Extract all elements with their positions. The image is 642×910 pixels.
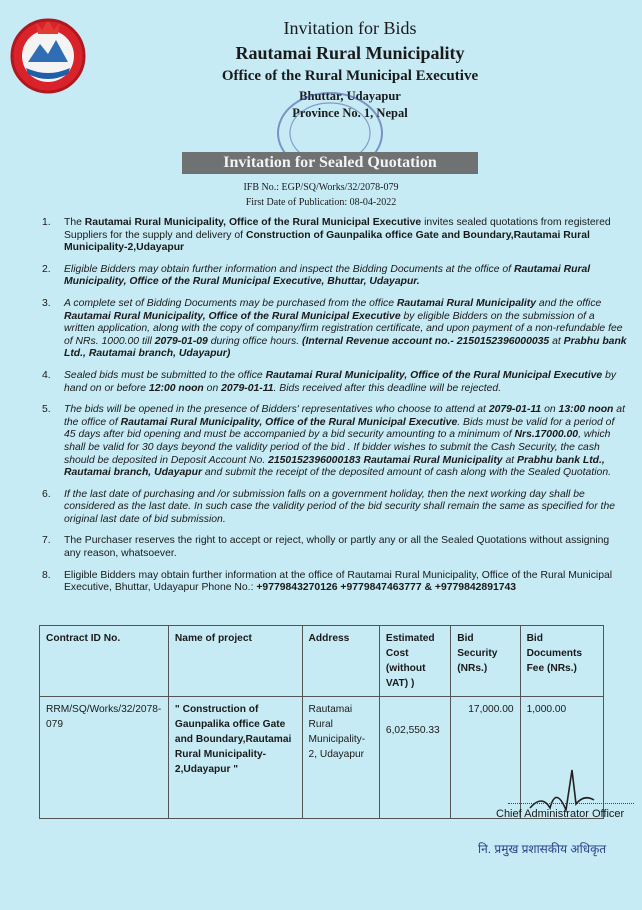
- list-item: [28, 489, 628, 527]
- list-item: [28, 370, 628, 395]
- list-item-text: The Purchaser reserves the right to accept or reject, wholly or partly any or all the Sealed Quotations without assigning any reason, whatsoever.: [64, 535, 610, 560]
- signature-line: [508, 803, 634, 804]
- cell-contract-id: RRM/SQ/Works/32/2078-079: [40, 697, 169, 819]
- list-item-text: at the office of: [64, 404, 625, 428]
- list-item-text: The: [64, 217, 85, 228]
- municipality-name: Rautamai Rural Municipality: [235, 43, 465, 63]
- list-item-text: 13:00 noon: [558, 404, 614, 416]
- cell-bid-fee: 1,000.00: [520, 697, 603, 819]
- list-item-number: 3.: [42, 297, 51, 309]
- first-publication-date: First Date of Publication: 08-04-2022: [245, 197, 397, 208]
- list-item-text: on: [541, 404, 559, 416]
- list-item-text: 2079-01-09: [154, 335, 208, 347]
- list-item-text: Eligible Bidders may obtain further information at the office of Rautamai Rural Municipality, Office of the Rural Municipal Executive, Bhuttar, Udayapur Phone No.:: [64, 569, 613, 594]
- banner-title: Invitation for Sealed Quotation: [182, 152, 478, 174]
- list-item-text: Rautamai Rural Municipality, Office of the Rural Municipal Executive: [84, 217, 422, 228]
- list-item-text: The bids will be opened in the presence of Bidders' representatives who choose to attend at: [64, 404, 489, 416]
- list-item: [28, 217, 628, 255]
- list-item-text: during office hours.: [207, 335, 302, 347]
- list-item-text: invites sealed quotations from registered Suppliers for the supply and delivery of: [64, 217, 611, 241]
- header-project-name: Name of project: [168, 626, 302, 697]
- list-item-text: on: [203, 382, 222, 394]
- list-item-text: Rautamai Rural Municipality: [396, 297, 537, 309]
- list-item-number: 5.: [42, 404, 51, 416]
- cell-estimated-cost: 6,02,550.33: [379, 697, 450, 819]
- list-item-text: and the office: [536, 297, 602, 309]
- list-item-text: at: [549, 335, 564, 347]
- nepal-emblem-icon: [6, 12, 90, 96]
- list-item-text: A complete set of Bidding Documents may be purchased from the office: [64, 297, 397, 309]
- list-item-text: , which shall be valid for 30 days beyond the validity period of the bid . If bidder wishes to submit the Cash Security, the cash should be deposited in Deposit Account No.: [64, 429, 611, 466]
- cell-bid-security: 17,000.00: [451, 697, 520, 819]
- list-item-text: Rautamai Rural Municipality, Office of the Rural Municipal Executive: [64, 310, 401, 322]
- list-item-number: 6.: [42, 488, 51, 500]
- list-item: [28, 404, 628, 480]
- header-address: Address: [302, 626, 379, 697]
- header-bid-fee: Bid Documents Fee (NRs.): [520, 626, 603, 697]
- list-item-text: 2150152396000183 Rautamai Rural Municipality: [268, 454, 503, 466]
- list-item: [28, 264, 628, 289]
- list-item-text: Construction of Gaunpalika office Gate and Boundary,Rautamai Rural Municipality-2,Udayapur: [64, 229, 590, 254]
- list-item-number: 2.: [42, 263, 51, 275]
- list-item-text: by eligible Bidders on the submission of a written application, along with the copy of company/firm registration certificate, and upon payment of a non-refundable fee of NRs. 1000.00 till: [64, 310, 623, 347]
- list-item-text: Rautamai Rural Municipality, Office of the Rural Municipal Executive: [120, 416, 458, 428]
- list-item-text: 12:00 noon: [148, 382, 204, 394]
- header-bid-security: Bid Security (NRs.): [451, 626, 520, 697]
- list-item-text: . Bids must be valid for a period of 45 days after bid opening and must be accompanied by a bid security amounting to a minimum of: [64, 416, 615, 441]
- list-item-text: Prabhu bank Ltd., Rautamai branch, Udayapur: [64, 454, 605, 479]
- signature-title: Chief Administrator Officer: [496, 808, 625, 820]
- list-item: [28, 298, 628, 361]
- list-item-text: at: [502, 454, 518, 466]
- list-item-text: Nrs.17000.00: [514, 429, 579, 441]
- list-item-text: 2079-01-11: [221, 382, 274, 394]
- list-item-text: . Bids received after this deadline will be rejected.: [273, 382, 502, 394]
- list-item-text: and submit the receipt of the deposited amount of cash along with the Sealed Quotation.: [202, 467, 611, 479]
- list-item: [28, 535, 628, 560]
- list-item-text: 2079-01-11: [488, 404, 542, 416]
- list-item-text: (Internal Revenue account no.- 2150152396000035: [302, 335, 550, 347]
- list-item-text: Eligible Bidders may obtain further information and inspect the Bidding Documents at the office of: [64, 263, 514, 275]
- office-name: Office of the Rural Municipal Executive: [221, 68, 479, 84]
- list-item-text: Sealed bids must be submitted to the office: [64, 369, 266, 381]
- devanagari-stamp: नि. प्रमुख प्रशासकीय अधिकृत: [478, 842, 607, 856]
- list-item-text: +9779843270126 +9779847463777 & +9779842891743: [256, 582, 517, 594]
- header-estimated-cost: Estimated Cost (without VAT) ): [379, 626, 450, 697]
- list-item-number: 8.: [42, 569, 51, 581]
- ifb-number: IFB No.: EGP/SQ/Works/32/2078-079: [243, 182, 399, 193]
- list-item-text: If the last date of purchasing and /or submission falls on a government holiday, then the next working day shall be considered as the last date. In such case the validity period of the bid security shall remain the same as specified for the original last date of bid submission.: [64, 488, 616, 525]
- list-item: [28, 570, 628, 595]
- table-row: [40, 697, 604, 819]
- address-line-2: Province No. 1, Nepal: [292, 106, 408, 120]
- list-item-text: Rautamai Rural Municipality, Office of the Rural Municipal Executive: [265, 369, 603, 381]
- list-item-text: by hand on or before: [64, 369, 617, 394]
- cell-address: Rautamai Rural Municipality-2, Udayapur: [302, 697, 379, 819]
- address-line-1: Bhuttar, Udayapur: [299, 89, 401, 103]
- table-header-row: [40, 626, 604, 697]
- list-item-text: Rautamai Rural Municipality, Office of the Rural Municipal Executive, Bhuttar, Udayapur.: [64, 263, 591, 288]
- cell-project-name: " Construction of Gaunpalika office Gate and Boundary,Rautamai Rural Municipality-2,Udayapur ": [168, 697, 302, 819]
- list-item-number: 4.: [42, 369, 51, 381]
- list-item-number: 1.: [42, 217, 51, 228]
- list-item-number: 7.: [42, 535, 51, 547]
- invitation-heading: Invitation for Bids: [283, 18, 417, 38]
- instruction-list: [28, 217, 628, 604]
- list-item-text: Prabhu bank Ltd., Rautamai branch, Udayapur): [64, 335, 627, 360]
- header-contract-id: Contract ID No.: [40, 626, 169, 697]
